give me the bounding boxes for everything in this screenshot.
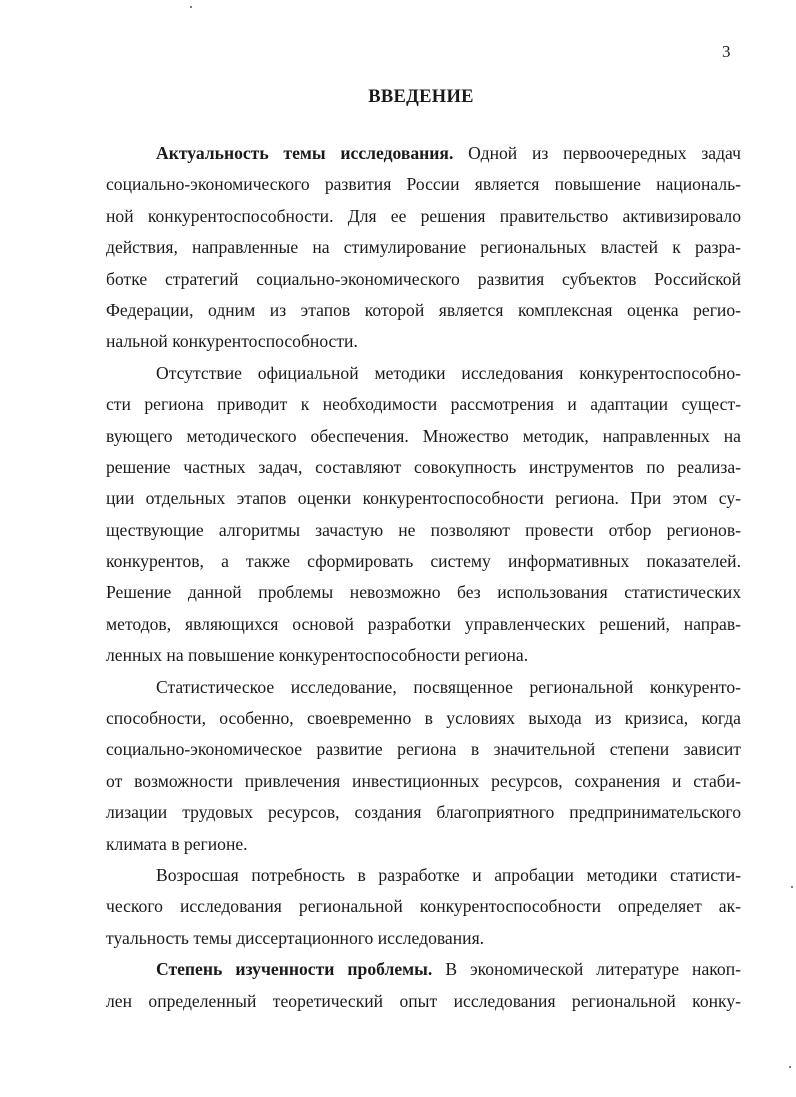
paragraph-line: вующего методического обеспечения. Множество методик, направленных на	[106, 425, 741, 446]
paragraph-line: Решение данной проблемы невозможно без использования статистических	[106, 582, 741, 603]
body-text	[106, 138, 741, 1017]
paragraph-line: ботке стратегий социально-экономического развития субъектов Российской	[106, 268, 741, 289]
paragraph-line: сти региона приводит к необходимости рассмотрения и адаптации сущест-	[106, 394, 741, 415]
paragraph-line: социально-экономическое развитие региона в значительной степени зависит	[106, 739, 741, 760]
paragraph-line: способности, особенно, своевременно в условиях выхода из кризиса, когда	[106, 708, 741, 729]
paragraph-line: климата в регионе.	[106, 833, 248, 854]
paragraph-line: лизации трудовых ресурсов, создания благоприятного предпринимательского	[106, 802, 741, 823]
scan-speck	[789, 1066, 791, 1068]
scan-speck	[190, 6, 192, 8]
paragraph-relevance	[106, 138, 741, 358]
paragraph-line: ции отдельных этапов оценки конкурентоспособности региона. При этом су-	[106, 488, 741, 509]
paragraph-line: ной конкурентоспособности. Для ее решения правительство активизировало	[106, 205, 741, 226]
page-number: 3	[722, 42, 731, 61]
paragraph-line: решение частных задач, составляют совокупность инструментов по реализа-	[106, 456, 741, 477]
paragraph-line: Отсутствие официальной методики исследования конкурентоспособно-	[156, 362, 741, 383]
paragraph-line: Возросшая потребность в разработке и апробации методики статисти-	[156, 864, 741, 885]
bold-lead: Актуальность темы исследования.	[156, 143, 454, 163]
paragraph-line: ществующие алгоритмы зачастую не позволяют провести отбор регионов-	[106, 519, 741, 540]
bold-lead: Степень изученности проблемы.	[156, 959, 433, 980]
paragraph-need	[106, 860, 741, 954]
paragraph-line: Актуальность темы исследования. Одной из первоочередных задач	[156, 143, 741, 163]
paragraph-statistical-study	[106, 672, 741, 860]
paragraph-line: Степень изученности проблемы. В экономической литературе накоп-	[156, 959, 741, 980]
paragraph-line: ленных на повышение конкурентоспособности региона.	[106, 645, 529, 666]
paragraph-line: конкурентов, а также сформировать систему информативных показателей.	[106, 551, 741, 572]
section-title: ВВЕДЕНИЕ	[368, 87, 474, 107]
paragraph-line: лен определенный теоретический опыт исследования региональной конку-	[106, 990, 741, 1011]
paragraph-line: Статистическое исследование, посвященное региональной конкуренто-	[156, 676, 741, 697]
paragraph-degree-of-study	[106, 954, 741, 1017]
paragraph-line: методов, являющихся основой разработки управленческих решений, направ-	[106, 613, 741, 634]
paragraph-line: действия, направленные на стимулирование региональных властей к разра-	[106, 237, 741, 258]
paragraph-line: Федерации, одним из этапов которой является комплексная оценка регио-	[106, 299, 741, 320]
paragraph-line: ческого исследования региональной конкурентоспособности определяет ак-	[106, 896, 741, 917]
paragraph-methodology	[106, 358, 741, 672]
paragraph-line: нальной конкурентоспособности.	[106, 331, 358, 352]
paragraph-line: от возможности привлечения инвестиционных ресурсов, сохранения и стаби-	[106, 770, 741, 791]
paragraph-line: туальность темы диссертационного исследования.	[106, 927, 485, 948]
scan-speck	[791, 886, 793, 888]
paragraph-line: социально-экономического развития России является повышение националь-	[106, 174, 741, 195]
